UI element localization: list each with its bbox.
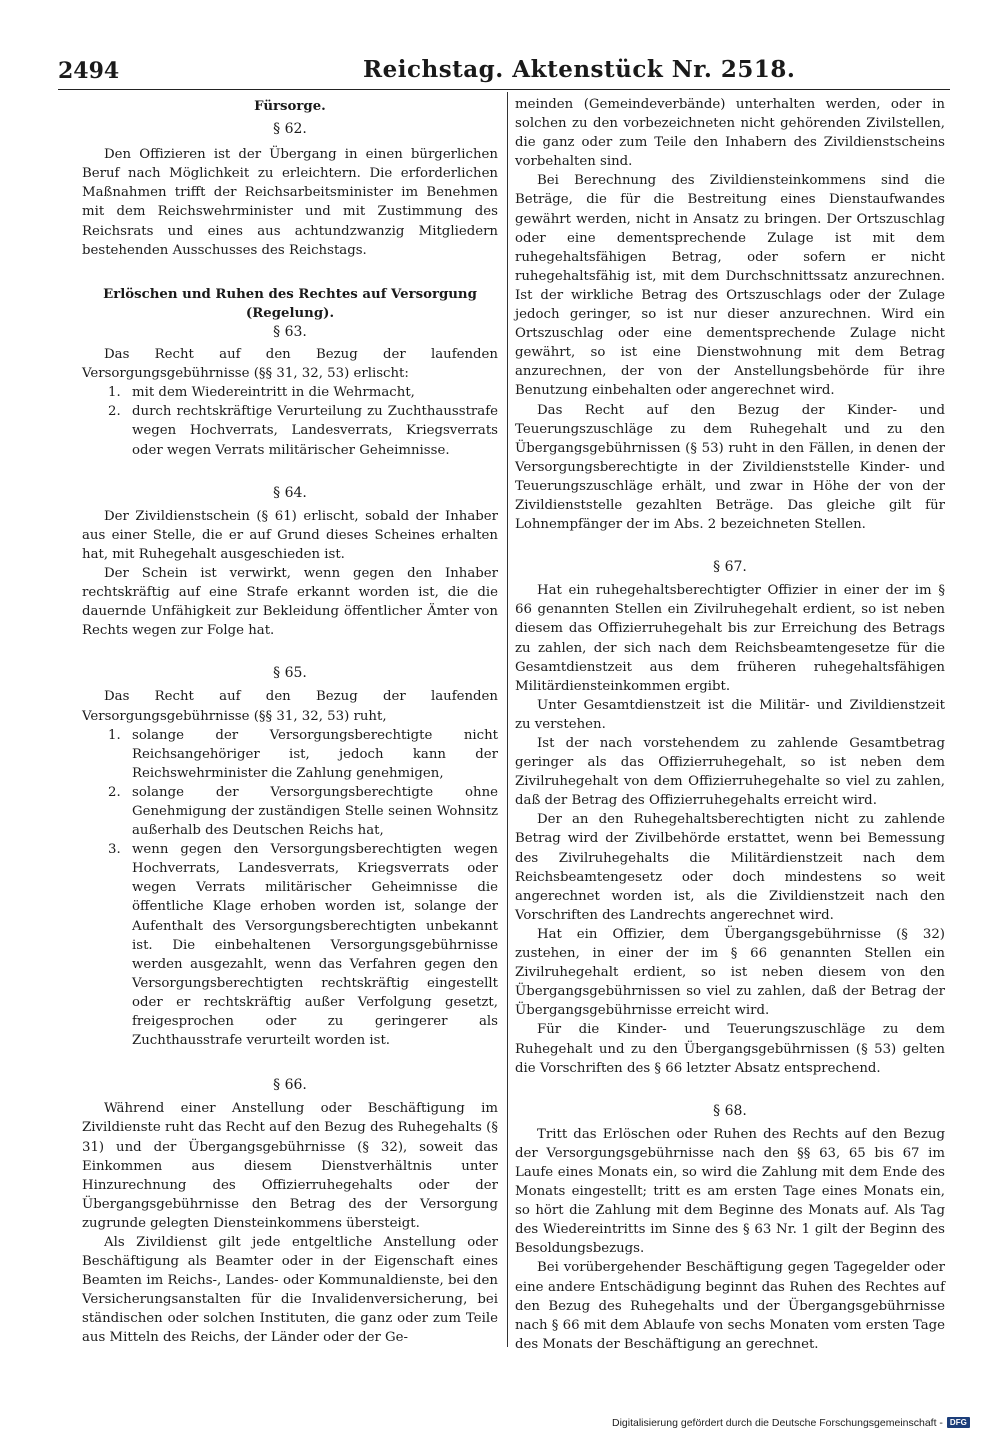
paragraph-67-c: Ist der nach vorstehendem zu zahlende Gesamtbetrag geringer als das Offizierruhegehalt, so ist neben dem Zivilruhegehalt von dem Offizierruhegehalte so viel zu zahlen, daß der Betrag des Offizierruhegehalts erreicht wird. [515, 736, 945, 809]
paragraph-63-intro: Das Recht auf den Bezug der laufenden Versorgungsgebührnisse (§§ 31, 32, 53) erlischt: [82, 347, 498, 382]
paragraph-sign-62: § 62. [273, 121, 307, 138]
paragraph-62: Den Offizieren ist der Übergang in einen bürgerlichen Beruf nach Möglichkeit zu erleichtern. Die erforderlichen Maßnahmen trifft der Reichsarbeitsminister im Benehmen mit dem Reichswehrminister und mit Zustimmung des Reichsrats und eines aus achtundzwanzig Mitgliedern bestehenden Ausschusses des Reichstags. [82, 147, 498, 258]
paragraph-sign-68: § 68. [713, 1102, 747, 1119]
paragraph-66-b: Als Zivildienst gilt jede entgeltliche Anstellung oder Beschäftigung als Beamter oder in der Eigenschaft eines Beamten im Reichs-, Landes- oder Kommunaldienste, bei den Versicherungsanstalten für die Invalidenversicherung, bei ständischen oder solchen Instituten, die ganz oder zum Teile aus Mitteln des Reichs, der Länder oder der Ge- [82, 1234, 498, 1346]
paragraph-65-intro: Das Recht auf den Bezug der laufenden Versorgungsgebührnisse (§§ 31, 32, 53) ruht, [82, 689, 498, 724]
list-63 [82, 383, 498, 459]
running-head: Reichstag. Aktenstück Nr. 2518. [363, 56, 796, 83]
section-heading-fuersorge: Fürsorge. [254, 99, 326, 114]
page-number: 2494 [58, 58, 120, 84]
list-item: 3. wenn gegen den Versorgungsberechtigten wegen Hochverrats, Landesverrats, Kriegsverrats oder wegen Verrats militärischer Geheimnisse die öffentliche Klage erhoben worden ist, solange der Aufenthalt des Versorgungsberechtigten unbekannt ist. Die einbehaltenen Versorgungsgebührnisse werden ausgezahlt, wenn das Verfahren gegen den Versorgungsberechtigten rechtskräftig eingestellt oder er rechtskräftig außer Verfolgung gesetzt, freigesprochen oder zu geringerer als Zuchthausstrafe verurteilt worden ist. [108, 842, 498, 1049]
dfg-logo-icon: DFG [947, 1417, 970, 1428]
left-column [82, 97, 498, 1348]
paragraph-67-b: Unter Gesamtdienstzeit ist die Militär- und Zivildienstzeit zu verstehen. [515, 697, 945, 732]
paragraph-sign-67: § 67. [713, 559, 747, 576]
paragraph-66-d: Das Recht auf den Bezug der Kinder- und Teuerungszuschläge zu dem Ruhegehalt und zu den Übergangsgebührnissen (§ 53) ruht in den Fällen, in denen der Versorgungsberechtigte in der Zivildienststelle Kinder- und Teuerungszuschläge erhält, und zwar in Höhe der von der Zivildienststelle gezahlten Beträge. Das gleiche gilt für Lohnempfänger der im Abs. 2 bezeichneten Stellen. [515, 402, 945, 533]
paragraph-sign-64: § 64. [273, 484, 307, 501]
paragraph-66-a: Während einer Anstellung oder Beschäftigung im Zivildienste ruht das Recht auf den Bezug des Ruhegehalts (§ 31) und der Übergangsgebührnisse (§ 32), soweit das Einkommen aus diesem Dienstverhältnis unter Hinzurechnung des Offizierruhegehalts oder der Übergangsgebührnisse den Betrag des der Versorgung zugrunde gelegten Diensteinkommens übersteigt. [82, 1101, 498, 1231]
paragraph-67-f: Für die Kinder- und Teuerungszuschläge zu dem Ruhegehalt und zu den Übergangsgebührnissen (§ 53) gelten die Vorschriften des § 66 letzter Absatz entsprechend. [515, 1022, 945, 1076]
list-item: 2. solange der Versorgungsberechtigte ohne Genehmigung der zuständigen Stelle seinen Wohnsitz außerhalb des Deutschen Reichs hat, [108, 784, 498, 839]
list-item: 2. durch rechtskräftige Verurteilung zu Zuchthausstrafe wegen Hochverrats, Landesverrats, Kriegsverrats oder wegen Verrats militärischer Geheimnisse. [108, 404, 498, 458]
paragraph-64-a: Der Zivildienstschein (§ 61) erlischt, sobald der Inhaber aus einer Stelle, die er auf Grund dieses Scheines erhalten hat, mit Ruhegehalt ausgeschieden ist. [82, 508, 498, 562]
paragraph-67-e: Hat ein Offizier, dem Übergangsgebührnisse (§ 32) zustehen, in einer der im § 66 genannten Stellen ein Zivilruhegehalt erdient, so ist neben diesem von den Übergangsgebührnissen so viel zu zahlen, daß der Betrag der Übergangsgebührnisse erreicht wird. [515, 926, 945, 1019]
paragraph-sign-66: § 66. [273, 1077, 307, 1094]
right-column [515, 95, 945, 1354]
paragraph-64-b: Der Schein ist verwirkt, wenn gegen den Inhaber rechtskräftig auf eine Strafe erkannt worden ist, die die dauernde Unfähigkeit zur Bekleidung öffentlicher Ämter von Rechts wegen zur Folge hat. [82, 565, 498, 639]
paragraph-sign-63: § 63. [273, 323, 307, 340]
paragraph-67-d: Der an den Ruhegehaltsberechtigten nicht zu zahlende Betrag wird der Zivilbehörde erstattet, wenn bei Bemessung des Zivilruhegehalts die Militärdienstzeit nach dem Reichsbeamtengesetz oder doch mindestens so weit angerechnet worden ist, als die Zivildienstzeit nach den Vorschriften des Landrechts angerechnet wird. [515, 812, 945, 923]
header-rule [58, 89, 950, 90]
digitization-credit [612, 1417, 970, 1429]
list-item: 1. solange der Versorgungsberechtigte nicht Reichsangehöriger ist, jedoch kann der Reichswehrminister die Zahlung genehmigen, [108, 727, 498, 781]
list-65 [82, 726, 498, 1051]
paragraph-66-b-continued: meinden (Gemeindeverbände) unterhalten werden, oder in solchen zu den vorbezeichneten nicht gehörenden Zivilstellen, die ganz oder zum Teile den Inhabern des Zivildienstscheins vorbehalten sind. [515, 97, 945, 170]
column-divider [507, 92, 508, 1347]
paragraph-68-b: Bei vorübergehender Beschäftigung gegen Tagegelder oder eine andere Entschädigung beginnt das Ruhen des Rechtes auf den Bezug des Ruhegehalts und der Übergangsgebührnisse nach § 66 mit dem Ablaufe von sechs Monaten vom ersten Tage des Monats der Beschäftigung an gerechnet. [515, 1260, 945, 1352]
paragraph-68-a: Tritt das Erlöschen oder Ruhen des Rechts auf den Bezug der Versorgungsgebührnisse nach den §§ 63, 65 bis 67 im Laufe eines Monats ein, so wird die Zahlung mit dem Ende des Monats eingestellt; tritt es am ersten Tage eines Monats ein, so hört die Zahlung mit dem Beginne des Monats auf. Als Tag des Wiedereintritts im Sinne des § 63 Nr. 1 gilt der Beginn des Besoldungsbezugs. [515, 1126, 945, 1257]
page-header [58, 56, 940, 86]
paragraph-66-c: Bei Berechnung des Zivildiensteinkommens sind die Beträge, die für die Bestreitung eines Dienstaufwandes gewährt werden, nicht in Ansatz zu bringen. Der Ortszuschlag oder eine dementsprechende Zulage ist mit dem ruhegehaltsfähigen Betrag, oder sofern er nicht ruhegehaltsfähig ist, mit dem Durchschnittssatz anzurechnen. Ist der wirkliche Betrag des Ortszuschlags oder der Zulage jedoch geringer, so ist nur dieser anzurechnen. Wird ein Ortszuschlag oder eine dementsprechende Zulage nicht gewährt, so ist eine Dienstwohnung mit dem Betrag anzurechnen, der von der Anstellungsbehörde für ihre Benutzung einbehalten oder angerechnet wird. [515, 173, 945, 399]
list-item: 1. mit dem Wiedereintritt in die Wehrmacht, [108, 385, 415, 401]
paragraph-67-a: Hat ein ruhegehaltsberechtigter Offizier in einer der im § 66 genannten Stellen ein Zivilruhegehalt erdient, so ist neben diesem das Offizierruhegehalt bis zur Erreichung des Betrags zu zahlen, der sich nach dem Reichsbeamtengesetze für die Gesamtdienstzeit aus dem früheren ruhegehaltsfähigen Militärdiensteinkommen ergibt. [515, 583, 945, 694]
footer-text: Digitalisierung gefördert durch die Deutsche Forschungsgemeinschaft - [612, 1417, 943, 1429]
section-heading-erloeschen: Erlöschen und Ruhen des Rechtes auf Versorgung (Regelung). [103, 286, 477, 321]
paragraph-sign-65: § 65. [273, 665, 307, 682]
